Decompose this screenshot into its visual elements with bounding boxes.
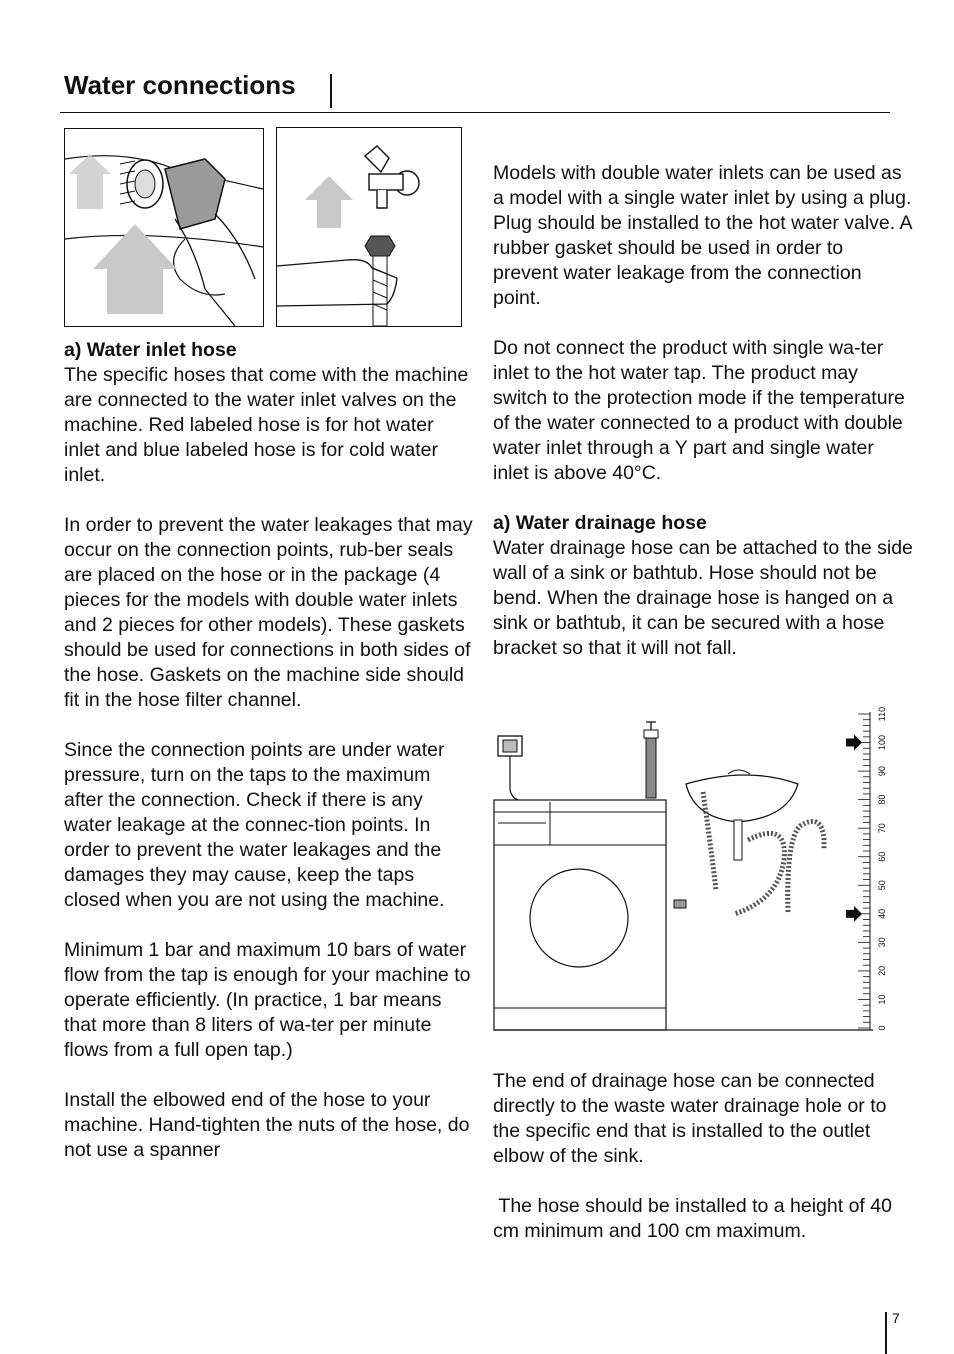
hot-tap-warning-paragraph: Do not connect the product with single wa-ter inlet to the hot water tap. The product may switch to the protection mode if the temperature of the water connected to a product with double water inlet through a Y part and single water inlet is above 40°C.	[493, 337, 905, 484]
height-marker-arrow-icon	[846, 735, 862, 751]
ruler-label: 70	[877, 823, 887, 834]
washing-machine-icon	[494, 800, 666, 1030]
page-number-divider	[885, 1312, 887, 1354]
water-inlet-heading: a) Water inlet hose	[64, 339, 237, 361]
sink-icon	[686, 770, 798, 860]
inlet-paragraph-2: In order to prevent the water leakages that may occur on the connection points, rub-ber seals are placed on the hose or in the package (4 pieces for the models with double water inlets and 2 pieces for other models). These gaskets should be used for connections in both sides of the hose. Gaskets on the machine side should fit in the hose filter channel.	[64, 514, 473, 711]
height-ruler	[846, 707, 887, 1031]
ruler-label: 10	[877, 994, 887, 1005]
ruler-label: 30	[877, 937, 887, 948]
ruler-label: 0	[877, 1025, 887, 1031]
right-column-bottom	[493, 1069, 913, 1269]
drain-end-paragraph: The end of drainage hose can be connected directly to the waste water drainage hole or to the specific end that is installed to the outlet elbow of the sink.	[493, 1070, 887, 1167]
ruler-label: 100	[877, 735, 887, 751]
ruler-label: 50	[877, 880, 887, 891]
page-title: Water connections	[64, 70, 296, 100]
drainage-paragraph: Water drainage hose can be attached to the side wall of a sink or bathtub. Hose should not be bend. When the drainage hose is hanged on a sink or bathtub, it can be secured with a hose bracket so that it will not fall.	[493, 537, 913, 659]
ruler-label: 60	[877, 851, 887, 862]
ruler-label: 20	[877, 965, 887, 976]
inlet-paragraph-5: Install the elbowed end of the hose to your machine. Hand-tighten the nuts of the hose, do not use a spanner	[64, 1089, 470, 1161]
ruler-label: 40	[877, 908, 887, 919]
ruler-label: 90	[877, 766, 887, 777]
inlet-hose-illustration	[64, 128, 264, 327]
page-number: 7	[892, 1310, 900, 1326]
threaded-inlet-icon	[120, 160, 163, 208]
tap-connection-illustration	[276, 127, 462, 327]
drainage-heading: a) Water drainage hose	[493, 512, 707, 534]
drainage-height-diagram	[488, 700, 898, 1036]
plug-paragraph: Models with double water inlets can be used as a model with a single water inlet by using a plug. Plug should be installed to the hot water valve. A rubber gasket should be used in order to prevent water leakage from the connection point.	[493, 162, 912, 309]
title-divider	[330, 74, 332, 108]
drain-height-paragraph: The hose should be installed to a height of 40 cm minimum and 100 cm maximum.	[493, 1195, 898, 1242]
water-tap-icon	[365, 146, 419, 208]
left-column	[64, 338, 474, 1188]
ruler-label: 80	[877, 794, 887, 805]
wall-tap-icon	[644, 722, 658, 798]
inlet-paragraph-4: Minimum 1 bar and maximum 10 bars of water flow from the tap is enough for your machine to operate efficiently. (In practice, 1 bar means that more than 8 liters of wa-ter per minute flows from a full open tap.)	[64, 939, 471, 1061]
hose-nut-icon	[365, 236, 395, 326]
right-column-top	[493, 161, 913, 686]
inlet-paragraph-1: The specific hoses that come with the machine are connected to the water inlet valves on the machine. Red labeled hose is for hot water inlet and blue labeled hose is for cold water inlet.	[64, 364, 469, 486]
height-marker-arrow-icon	[846, 906, 862, 922]
socket-icon	[498, 736, 522, 756]
ruler-label: 110	[877, 706, 887, 722]
inlet-paragraph-3: Since the connection points are under water pressure, turn on the taps to the maximum after the connection. Check if there is any water leakage at the connec-tion points. In order to prevent the water leakages and the damages they may cause, keep the taps closed when you are not using the machine.	[64, 739, 445, 911]
header-rule	[60, 112, 890, 113]
